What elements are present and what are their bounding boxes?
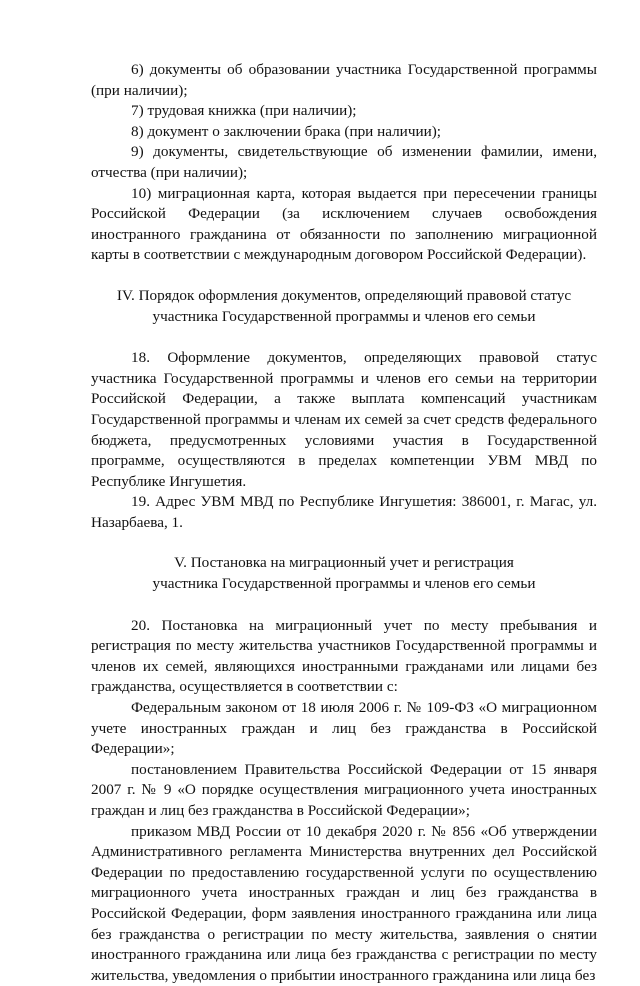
section-4-heading-line-2: участника Государственной программы и членов его семьи — [152, 307, 536, 325]
spacer — [91, 595, 597, 616]
section-4-heading-line-1: IV. Порядок оформления документов, определяющий правовой статус — [116, 286, 572, 304]
paragraph-federal-law: Федеральным законом от 18 июля 2006 г. № 109-ФЗ «О миграционном учете иностранных граждан и лиц без гражданства в Российской Федерации»; — [91, 699, 597, 758]
paragraph-20: 20. Постановка на миграционный учет по месту пребывания и регистрация по месту жительства участников Государственной программы и членов их семей, являющихся иностранными гражданами или лицами без гражданства, осуществляется в соответствии с: — [91, 616, 597, 696]
spacer — [91, 533, 597, 553]
paragraph-19: 19. Адрес УВМ МВД по Республике Ингушетия: 386001, г. Магас, ул. Назарбаева, 1. — [91, 493, 597, 531]
list-item-6: 6) документы об образовании участника Государственной программы (при наличии); — [91, 61, 597, 99]
section-5-heading-line-2: участника Государственной программы и членов его семьи — [152, 575, 536, 593]
section-4-heading — [91, 286, 597, 327]
spacer — [91, 327, 597, 348]
paragraph-mvd-order: приказом МВД России от 10 декабря 2020 г. № 856 «Об утверждении Административного регламента Министерства внутренних дел Российской Федерации по предоставлению государственной услуги по осуществлению миграционного учета иностранных граждан и лиц без гражданства в Российской Федерации, форм заявления иностранного гражданина или лица без гражданства о регистрации по месту жительства, заявления о снятии иностранного гражданина или лица без гражданства с регистрации по месту жительства, уведомления о прибытии иностранного гражданина или лица без — [91, 822, 597, 984]
list-item-10: 10) миграционная карта, которая выдается при пересечении границы Российской Федерации (за исключением случаев освобождения иностранного гражданина от обязанности по заполнению миграционной карты в соответствии с международным договором Российской Федерации). — [91, 184, 597, 264]
list-item-8: 8) документ о заключении брака (при наличии); — [131, 122, 441, 140]
document-page — [91, 60, 597, 986]
spacer — [91, 266, 597, 286]
paragraph-18: 18. Оформление документов, определяющих правовой статус участника Государственной программы и членов его семьи на территории Российской Федерации, а также выплата компенсаций участникам Государственной программы и членам их семей за счет средств федерального бюджета, предусмотренных условиями участия в Государственной программе, осуществляются в пределах компетенции УВМ МВД по Республике Ингушетия. — [91, 349, 597, 490]
list-item-9: 9) документы, свидетельствующие об изменении фамилии, имени, отчества (при наличии); — [91, 143, 597, 181]
section-5-heading — [91, 553, 597, 594]
list-item-7: 7) трудовая книжка (при наличии); — [131, 102, 357, 120]
paragraph-government-decree: постановлением Правительства Российской Федерации от 15 января 2007 г. № 9 «О порядке осуществления миграционного учета иностранных граждан и лиц без гражданства в Российской Федерации»; — [91, 760, 597, 819]
section-5-heading-line-1: V. Постановка на миграционный учет и регистрация — [174, 554, 514, 572]
